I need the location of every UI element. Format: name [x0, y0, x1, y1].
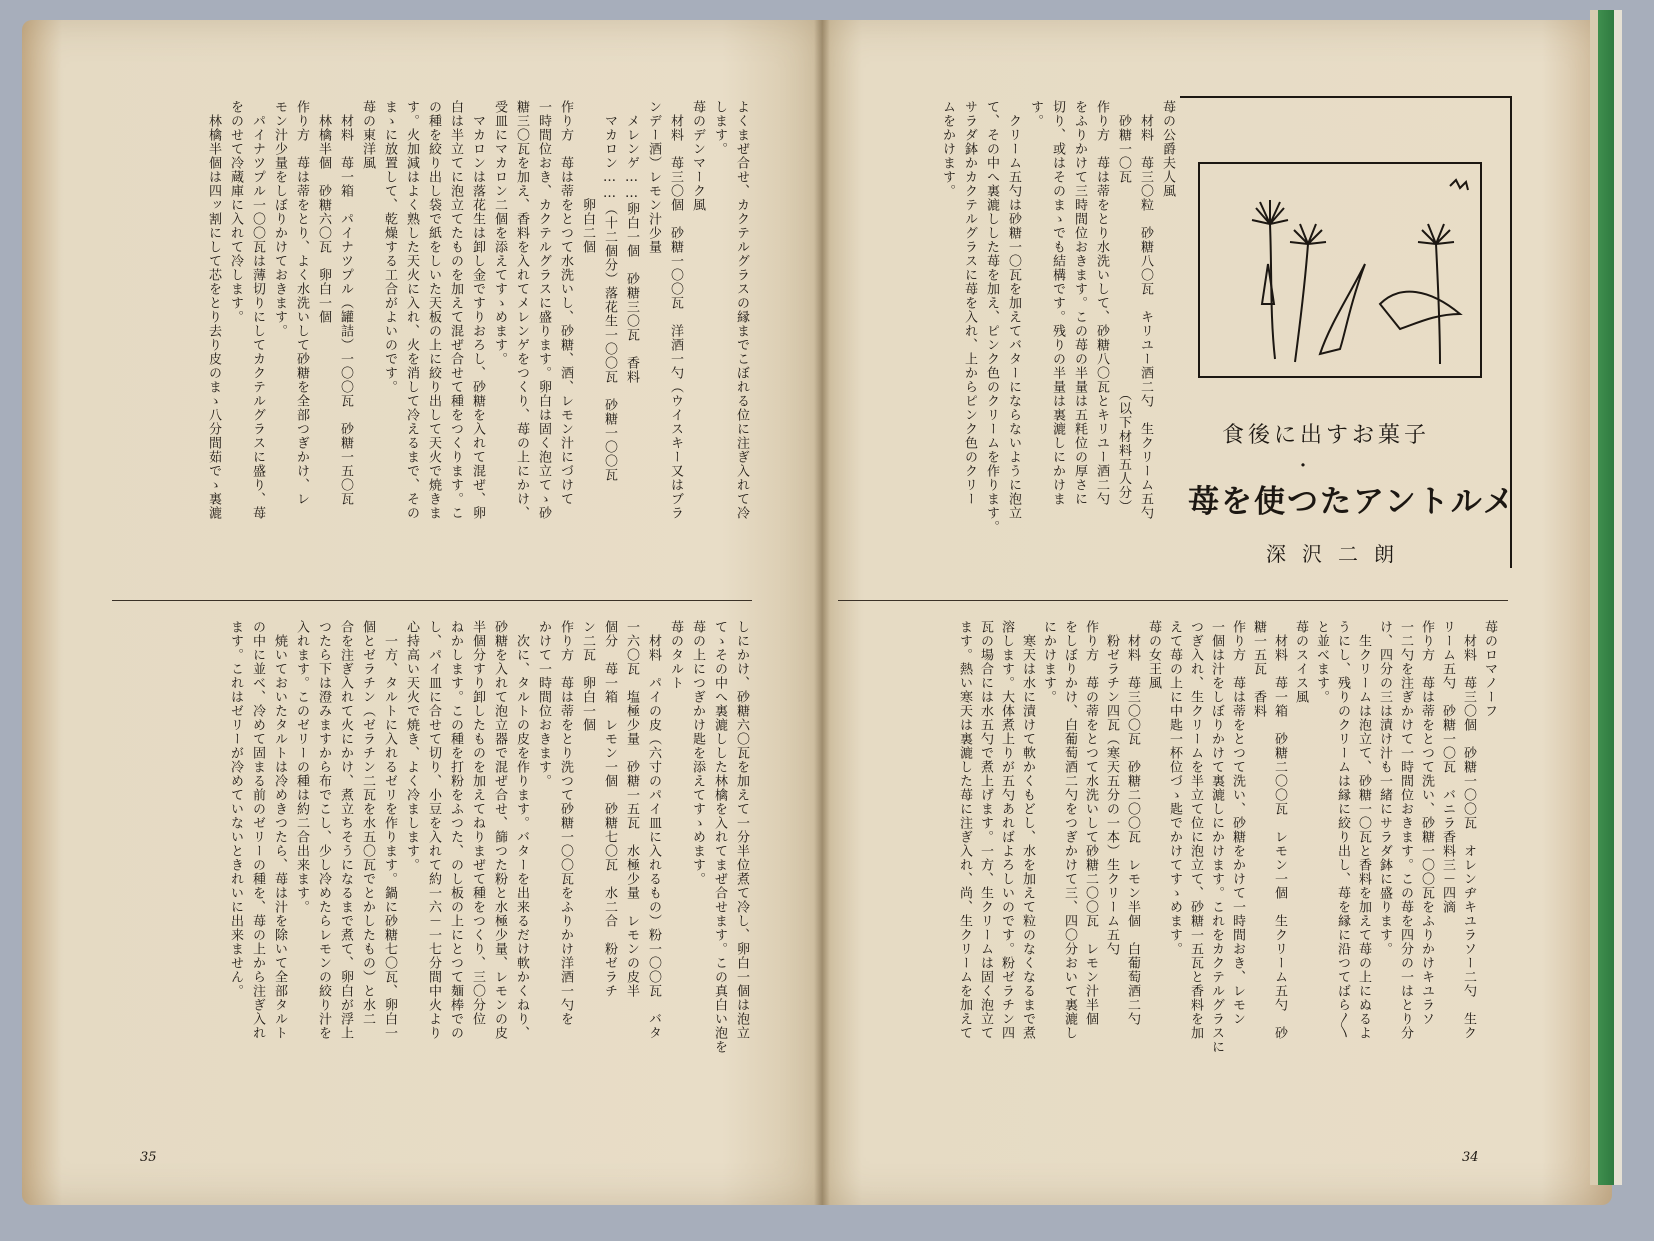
book-spine-edge: [1590, 10, 1622, 1185]
article-author: 深沢二朗: [1266, 542, 1410, 566]
page-gutter: [814, 20, 830, 1205]
recipe-column-denmark-oriental: よくまぜ合せ、カクテルグラスの縁までこぼれる位に注ぎ入れて冷 します。 苺のデンマーク風 材料 苺三〇個 砂糖一〇〇瓦 洋酒一勺（ウイスキー又はブラ ンデー酒）レモン汁少量 メレンゲ……卵白一個 砂糖三〇瓦 香料 マカロン……（十二個分）落花生一〇〇瓦 砂糖一〇〇瓦 卵白二個 作り方 苺は蒂をとつて水洗いし、砂糖、酒、レモン汁にづけて 一時間位おき、カクテルグラスに盛ります。卵白は固く泡立てゝ砂 糖三〇瓦を加え、香料を入れてメレンゲをつくり、苺の上にかけ、 受皿にマカロン二個を添えてすゝめます。 マカロンは落花生は卸し金ですりおろし、砂糖を入れて混ぜ、卵 白は半立てに泡立てたものを加えて混ぜ合せて種をつくります。こ の種を絞り出し袋で紙をしいた天板の上に絞り出して天火で焼きま す。火加減はよく熟した天火に入れ、火を消して冷えるまで、その まゝに放置して、乾燥する工合がよいのです。 苺の東洋風 材料 苺一箱 パイナツプル（罐詰）一〇〇瓦 砂糖一五〇瓦 林檎半個 砂糖六〇瓦 卵白一個 作り方 苺は蒂をとり、よく水洗いして砂糖を全部つぎかけ、レ モン汁少量をしぼりかけておきます。 パイナツプル一〇〇瓦は薄切りにしてカクテルグラスに盛り、苺 をのせて冷蔵庫に入れて冷します。 林檎半個は四ッ割にして芯をとり去り皮のまゝ八分間茹でゝ裏漉: [206, 100, 749, 520]
recipe-column-romanoff-swiss-queen: 苺のロマノーフ 材料 苺三〇個 砂糖一〇〇瓦 オレンヂキユラソー二勺 生ク リーム五勺 砂糖一〇瓦 バニラ香料三－四滴 作り方 苺は蒂をとつて洗い、砂糖一〇〇瓦をふりかけキユラソ 一二勺を注ぎかけて一時間位おきます。この苺を四分の一はとり分 け、四分の三は漬け汁も一緒にサラダ鉢に盛ります。 生クリームは泡立て、砂糖一〇瓦と香料を加えて苺の上にぬるよ うにし、残りのクリームは縁に絞り出し、苺を縁に沿つてばら〳〵 と並べます。 苺のスイス風 材料 苺一箱 砂糖二〇〇瓦 レモン一個 生クリーム五勺 砂 糖一五瓦 香料 作り方 苺は蒂をとつて洗い、砂糖をかけて一時間おき、レモン 一個は汁をしぼりかけて裏漉しにかけます。これをカクテルグラスに つぎ入れ、生クリームを半立て位に泡立て、砂糖一五瓦と香料を加 えて苺の上に中匙一杯位づゝ匙でかけてすゝめます。 苺の女王風 材料 苺三〇〇瓦 砂糖二〇〇瓦 レモン半個 白葡萄酒二勺 粉ゼラチン四瓦（寒天五分の一本）生クリーム五勺 作り方 苺の蒂をとつて水洗いして砂糖二〇〇瓦 レモン汁半個 をしぼりかけ、白葡萄酒二勺をつぎかけて三、四〇分おいて裏漉し にかけます。 寒天は水に漬けて軟かくもどし、水を加えて粒のなくなるまで煮 溶します。大体煮上りが五勺あればよろしいのです。粉ゼラチン四 瓦の場合には水五勺で煮上げます。一方、生クリームは固く泡立て ます。熱い寒天は裏漉した苺に注ぎ入れ、尚、生クリームを加えて: [957, 620, 1497, 1054]
page-number-right: 34: [1462, 1150, 1479, 1165]
page-number-left: 35: [140, 1150, 157, 1165]
recipe-column-tart: しにかけ、砂糖六〇瓦を加えて一分半位煮て冷し、卵白一個は泡立 てゝその中へ裏漉しした林檎を入れてまぜ合せます。この真白い泡を 苺の上につぎかけ匙を添えてすゝめます。 苺のタルト 材料 パイの皮（六寸のパイ皿に入れるもの）粉一〇〇瓦 バタ 一六〇瓦 塩極少量 砂糖一五瓦 水極少量 レモンの皮半 個分 苺一箱 レモン一個 砂糖七〇瓦 水二合 粉ゼラチ ン二瓦 卵白一個 作り方 苺は蒂をとり洗つて砂糖一〇〇瓦をふりかけ洋酒一勺を かけて一時間位おきます。 次に、タルトの皮を作ります。バターを出来るだけ軟かくねり、 砂糖を入れて泡立器で混ぜ合せ、篩つた粉と水極少量、レモンの皮 半個分すり卸したものを加えてねりまぜて種をつくり、三〇分位 ねかします。この種を打粉をふつた、のし板の上にとつて麺棒での し、パイ皿に合せて切り、小豆を入れて約一六－一七分間中火より 心持高い天火で焼き、よく冷まします。 一方、タルトに入れるゼリを作ります。鍋に砂糖七〇瓦、卵白一 個とゼラチン（ゼラチン二瓦を水五〇瓦でとかしたもの）と水二 合を注ぎ入れて火にかけ、煮立ちそうになるまで煮て、卵白が浮上 つたら下は澄みますから布でこし、少し冷めたらレモンの絞り汁を 入れます。このゼリーの種は約二合出来ます。 焼いておいたタルトは冷めきつたら、苺は汁を除いて全部タルト の中に並べ、冷めて固まる前のゼリーの種を、苺の上から注ぎ入れ ます。これはゼリーが冷めていないときれいに出来ません。: [228, 620, 749, 1054]
column-divider-right: [838, 600, 1508, 601]
article-subtitle: 食後に出すお菓子: [1222, 423, 1431, 448]
article-title: 苺を使つたアントルメ: [1188, 484, 1516, 520]
title-separator: ・: [1294, 456, 1312, 477]
strawberry-flower-illustration: [1198, 162, 1482, 378]
recipe-column-duchess: 苺の公爵夫人風 材料 苺三〇粒 砂糖八〇瓦 キリユー酒二勺 生クリーム五勺 砂糖一〇瓦 （以下材料五人分） 作り方 苺は蒂をとり水洗いして、砂糖八〇瓦とキリユー酒二勺 をふりかけて三時間位おきます。この苺の半量は五粍位の厚さに 切り、或はそのまゝでも結構です。残りの半量は裏漉しにかけま す。 クリーム五勺は砂糖一〇瓦を加えてバターにならないように泡立 て、その中へ裏漉しした苺を加え、ピンク色のクリームを作ります。 サラダ鉢かカクテルグラスに苺を入れ、上からピンク色のクリー ムをかけます。: [940, 100, 1175, 534]
column-divider-left: [112, 600, 752, 601]
